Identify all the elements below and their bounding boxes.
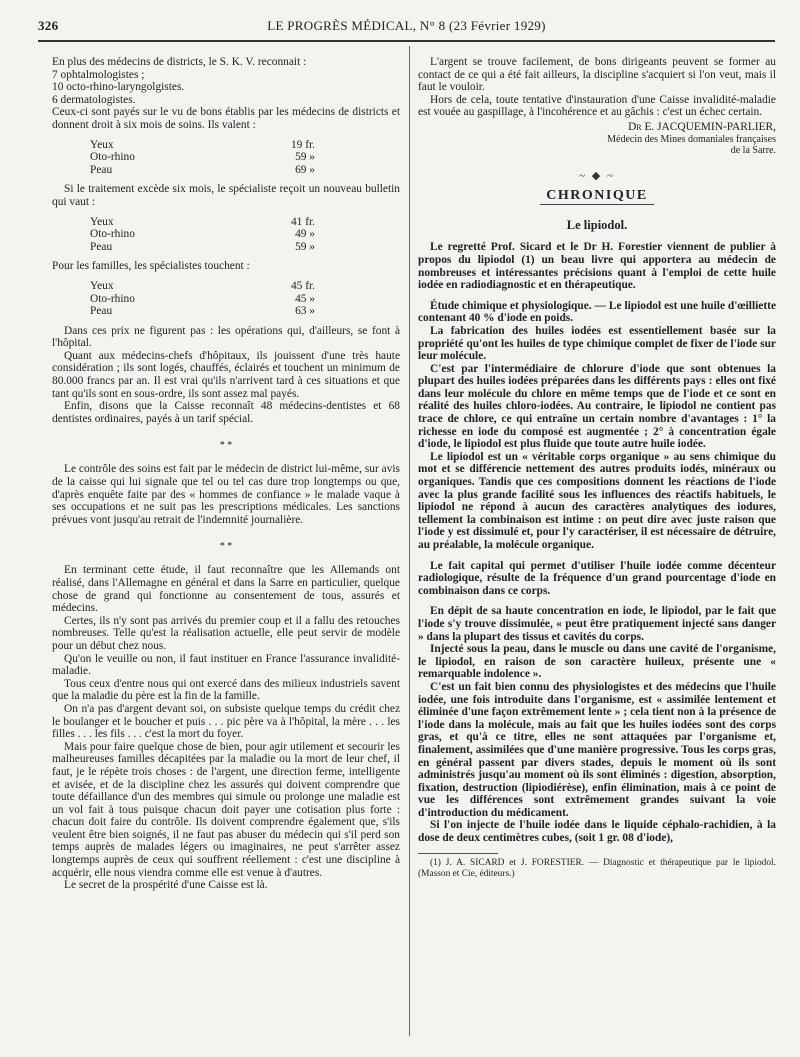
paragraph: Qu'on le veuille ou non, il faut instituer en France l'assurance invalidité-maladie. bbox=[52, 652, 400, 678]
row-label: Peau bbox=[90, 163, 113, 176]
row-label: Yeux bbox=[90, 279, 114, 292]
paragraph: Dans ces prix ne figurent pas : les opérations qui, d'ailleurs, se font à l'hôpital. bbox=[52, 324, 400, 350]
section-heading bbox=[418, 190, 776, 205]
paragraph: Quant aux médecins-chefs d'hôpitaux, ils jouissent d'une très haute considération ; ils sont logés, chauffés, éclairés et touchent un minimum de 80.000 francs par an. Il est vrai qu'ils n'arrivent tard à ces situations et que tant qu'ils sont en sous-ordre, ils sont assez mal payés. bbox=[52, 349, 400, 400]
article-intro: Le regretté Prof. Sicard et le Dr H. Forestier viennent de publier à propos du lipiodol (1) un beau livre qui apportera au médecin de nombreuses et intéressantes précisions quant à l'emploi de cette huile iodée en radiodiagnostic et en thérapeutique. bbox=[418, 241, 776, 292]
row-label: Oto-rhino bbox=[90, 228, 135, 241]
section-title: CHRONIQUE bbox=[540, 190, 653, 205]
paragraph: Ceux-ci sont payés sur le vu de bons établis par les médecins de districts et donnent droit à six mois de soins. Ils valent : bbox=[52, 106, 400, 131]
fee-table bbox=[90, 139, 315, 177]
column-divider bbox=[409, 46, 410, 1036]
author-affiliation: Médecin des Mines domaniales françaises bbox=[607, 133, 776, 145]
table-row bbox=[90, 164, 315, 177]
paragraph: C'est un fait bien connu des physiologistes et des médecins que l'huile iodée, une fois introduite dans l'organisme, est « assimilée lentement et éliminée d'une façon extrêmement lente » ; cela tient non à la présence de l'iode dans la molécule, mais au fait que les huiles iodées sont des corps gras, et qu'à ce titre, elles ne sont attaquées par l'organisme et, finalement, assimilées que d'une manière progressive. Tous les corps gras, en général passent par divers stades, depuis le moment où ils sont administrés jusqu'au moment où ils sont éliminés : digestion, absorption, fixation, destruction (lipiodiérèse), enfin élimination, mais à ce point de vue les différences sont extrêmement grandes suivant la voie d'introduction du médicament. bbox=[418, 680, 776, 819]
table-row bbox=[90, 228, 315, 241]
paragraph: On n'a pas d'argent devant soi, on subsiste quelque temps du crédit chez le boulanger et le boucher et puis . . . pic père va à l'hôpital, la mère . . . les filles . . . les fils . . . c'est la mort du foyer. bbox=[52, 702, 400, 741]
ornament-divider: ~ ◆ ~ bbox=[579, 169, 615, 182]
table-row bbox=[90, 293, 315, 306]
paragraph: Injecté sous la peau, dans le muscle ou dans une cavité de l'organisme, le lipiodol, en raison de son caractère huileux, présente une « remarquable indolence ». bbox=[418, 643, 776, 681]
journal-title: LE PROGRÈS MÉDICAL, N° 8 (23 Février 1929) bbox=[267, 18, 546, 33]
paragraph: Enfin, disons que la Caisse reconnaît 48 médecins-dentistes et 68 dentistes ordinaires, payés à un tarif spécial. bbox=[52, 400, 400, 425]
paragraph: Pour les familles, les spécialistes touchent : bbox=[52, 260, 250, 273]
row-label: Peau bbox=[90, 305, 113, 318]
paragraph: Si l'on injecte de l'huile iodée dans le liquide céphalo-rachidien, à la dose de deux centimètres cubes, (soit 1 gr. 08 d'iode), bbox=[418, 819, 776, 845]
table-row bbox=[90, 241, 315, 254]
paragraph: Si le traitement excède six mois, le spécialiste reçoit un nouveau bulletin qui vaut : bbox=[52, 183, 400, 208]
author-signature: Dr E. JACQUEMIN-PARLIER, bbox=[628, 120, 776, 133]
row-label: Yeux bbox=[90, 138, 114, 151]
row-value: 59 » bbox=[295, 151, 315, 164]
paragraph: Le lipiodol est un « véritable corps organique » au sens chimique du mot et se différencie nettement des autres produits iodés, minéraux ou organiques. Tandis que ces compositions donnent les réactions de l'iode avec la plus grande facilité sous les influences des réactifs habituels, le lipiodol ne répond à aucun des caractères analytiques des iodures, tellement la combinaison est intime : on peut dire avec juste raison que l'iode y est dissimulé et, pour l'y caractériser, il est nécessaire de détruire, au préalable, la molécule organique. bbox=[418, 450, 776, 551]
paragraph: Le contrôle des soins est fait par le médecin de district lui-même, sur avis de la caisse qui lui signale que tel ou tel cas dure trop longtemps ou que, d'après enquête faite par des « hommes de confiance » le malade vaque à ses occupations et ne suit pas les prescriptions médicales. Les sanctions prévues vont jusqu'au retrait de l'indemnité journalière. bbox=[52, 463, 400, 526]
section-separator: * * bbox=[219, 440, 233, 452]
fee-table bbox=[90, 216, 315, 254]
row-value: 19 fr. bbox=[290, 138, 315, 151]
row-value: 59 » bbox=[295, 240, 315, 253]
row-value: 69 » bbox=[295, 163, 315, 176]
fee-table bbox=[90, 280, 315, 318]
paragraph: Certes, ils n'y sont pas arrivés du premier coup et il a fallu des retouches nombreuses. Telle qu'est la réalisation actuelle, elle peut servir de modèle pour un début chez nous. bbox=[52, 614, 400, 652]
footnote-rule bbox=[418, 853, 498, 854]
list-item: 10 octo-rhino-laryngolgistes. bbox=[52, 81, 185, 94]
page-header bbox=[38, 18, 775, 40]
row-label: Oto-rhino bbox=[90, 292, 135, 305]
paragraph: Étude chimique et physiologique. — Le lipiodol est une huile d'œilliette contenant 40 % d'iode en poids. bbox=[418, 299, 776, 325]
table-row bbox=[90, 280, 315, 293]
paragraph: Le fait capital qui permet d'utiliser l'huile iodée comme décenteur radiologique, résulte de la fréquence d'un grand pourcentage d'iode en combinaison dans ce corps. bbox=[418, 559, 776, 597]
page-number: 326 bbox=[38, 18, 59, 33]
row-value: 63 » bbox=[295, 305, 315, 318]
table-row bbox=[90, 139, 315, 152]
row-label: Yeux bbox=[90, 215, 114, 228]
table-row bbox=[90, 305, 315, 318]
paragraph: Mais pour faire quelque chose de bien, pour agir utilement et secourir les malheureuses familles décapitées par la maladie ou la mort de leur chef, il faut, je le répète trois choses : de l'argent, une direction ferme, intelligente et avisée, et de la discipline chez les assurés qui doivent comprendre que toute défaillance d'un des membres qui simule ou prolonge une maladie est un vol fait à tous puisque chacun doit payer une cotisation plus forte : chacun doit faire du contrôle. Ils doivent comprendre également que, s'ils veulent être bien soignés, il ne faut pas abuser du médecin qui s'il perd son temps auprès de malades légers ou imaginaires, ne peut s'arrêter assez longtemps auprès de ceux qui souffrent réellement : c'est une discipline à acquérir, elle nous viendra comme elle est venue à d'autres. bbox=[52, 740, 400, 879]
row-value: 41 fr. bbox=[290, 215, 315, 228]
paragraph: En terminant cette étude, il faut reconnaître que les Allemands ont réalisé, dans l'Allemagne en général et dans la Sarre en particulier, quelque chose de grand qui fonctionne au consentement de tous, assurés et médecins. bbox=[52, 564, 400, 615]
paragraph: C'est par l'intermédiaire de chlorure d'iode que sont obtenues la plupart des huiles iodées préparées dans les différents pays : elles ont fixé dans leur molécule du chlore en même temps que de l'iode et ce sont en réalité des huiles chloro-iodées. Au contraire, le lipiodol ne contient pas trace de chlore, ce qui entraîne un certain nombre d'avantages : 1° la richesse en iode du composé est augmentée ; 2° à concentration égale d'iode, le lipiodol est plus fluide que toute autre huile iodée. bbox=[418, 362, 776, 451]
paragraph: L'argent se trouve facilement, de bons dirigeants peuvent se former au contact de ce qui a été fait ailleurs, la discipline s'acquiert si l'on veut, mais il faut le vouloir. bbox=[418, 56, 776, 94]
table-row bbox=[90, 216, 315, 229]
row-value: 49 » bbox=[295, 228, 315, 241]
left-column bbox=[52, 56, 400, 892]
specialist-list bbox=[52, 69, 400, 107]
paragraph: Hors de cela, toute tentative d'instauration d'une Caisse invalidité-maladie est vouée au gaspillage, à l'incohérence et au gâchis : c'est un échec certain. bbox=[418, 93, 776, 119]
paragraph: Le secret de la prospérité d'une Caisse est là. bbox=[64, 879, 268, 892]
row-value: 45 fr. bbox=[290, 279, 315, 292]
paragraph: Tous ceux d'entre nous qui ont exercé dans des milieux industriels savent que la maladie du père est la fin de la famille. bbox=[52, 677, 400, 703]
table-row bbox=[90, 151, 315, 164]
row-label: Peau bbox=[90, 240, 113, 253]
right-column bbox=[418, 56, 776, 880]
author-affiliation: de la Sarre. bbox=[730, 144, 776, 156]
paragraph: La fabrication des huiles iodées est essentiellement basée sur la propriété qu'ont les huiles de type chimique complet de fixer de l'iode sur leur molécule. bbox=[418, 324, 776, 363]
paragraph: En dépit de sa haute concentration en iode, le lipiodol, par le fait que l'iode s'y trouve dissimulée, « peut être pratiquement injecté sans danger » dans la plupart des tissus et cavités du corps. bbox=[418, 605, 776, 643]
list-item: 7 ophtalmologistes ; bbox=[52, 68, 145, 81]
row-value: 45 » bbox=[295, 292, 315, 305]
intro-paragraph: En plus des médecins de districts, le S. K. V. reconnait : bbox=[52, 56, 307, 68]
header-rule bbox=[38, 40, 775, 42]
row-label: Oto-rhino bbox=[90, 151, 135, 164]
article-title: Le lipiodol. bbox=[566, 217, 628, 232]
footnote: (1) J. A. SICARD et J. FORESTIER. — Diagnostic et thérapeutique par le lipiodol. (Masson et Cie, éditeurs.) bbox=[418, 857, 776, 879]
section-separator: * * bbox=[219, 541, 233, 553]
list-item: 6 dermatologistes. bbox=[52, 93, 136, 106]
